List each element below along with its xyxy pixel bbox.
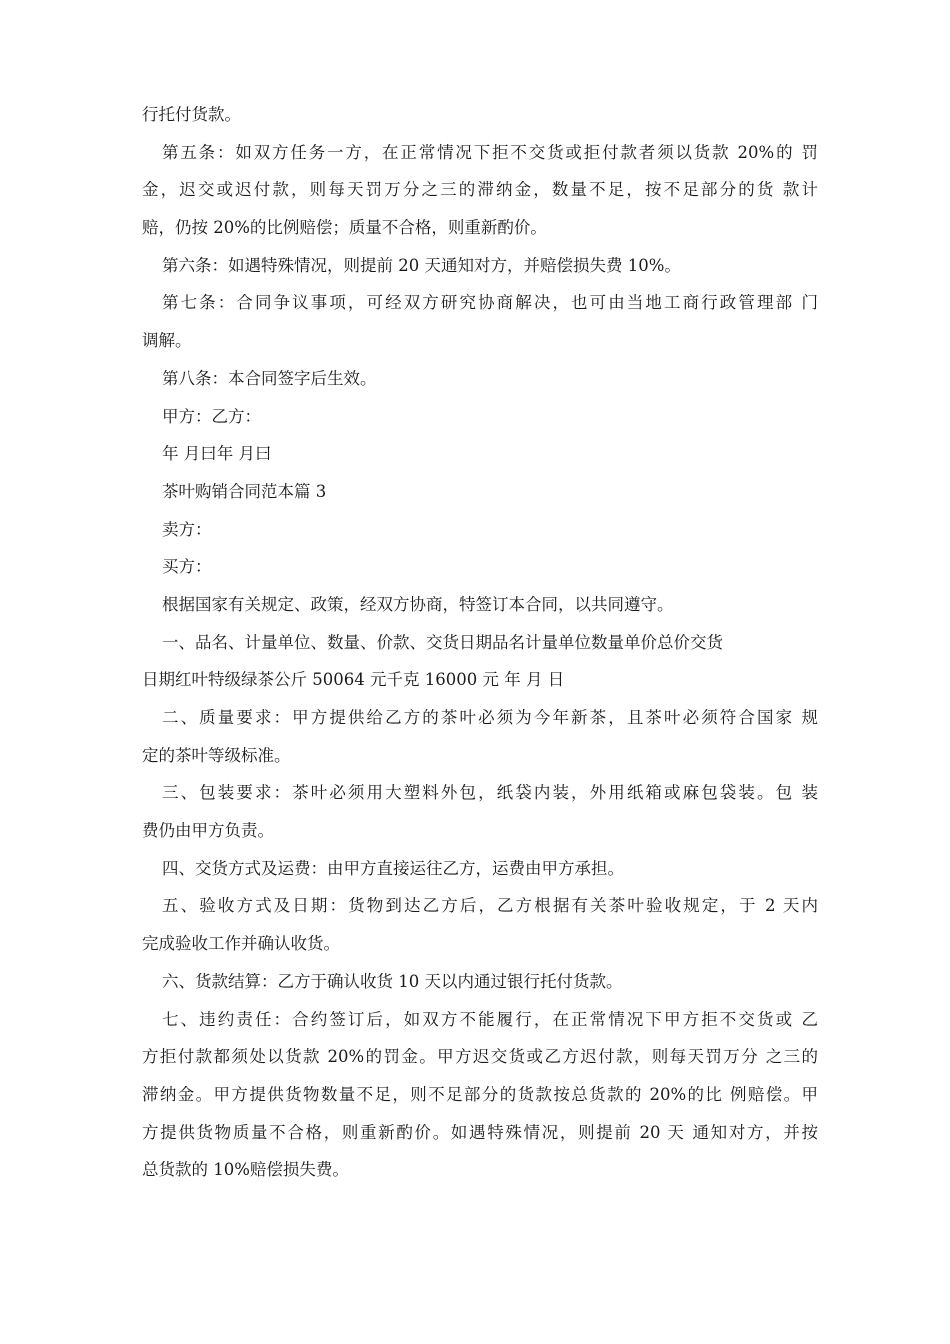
text-line: 调解。 [142, 331, 192, 351]
text-line: 三、包装要求：茶叶必须用大塑料外包，纸袋内装，外用纸箱或麻包袋装。包 装 [162, 783, 818, 803]
text-line: 七、违约责任：合约签订后，如双方不能履行，在正常情况下甲方拒不交货或 乙 [162, 1009, 818, 1029]
text-line: 年 月曰年 月曰 [162, 444, 272, 464]
text-line: 行托付货款。 [142, 105, 241, 124]
text-line: 日期红叶特级绿茶公斤 50064 元千克 16000 元 年 月 日 [142, 670, 565, 690]
text-line: 总货款的 10%赔偿损失费。 [142, 1160, 349, 1180]
text-line: 一、品名、计量单位、数量、价款、交货日期品名计量单位数量单价总价交货 [162, 632, 723, 652]
text-line: 定的茶叶等级标准。 [142, 745, 291, 765]
text-line: 第七条：合同争议事项，可经双方研究协商解决，也可由当地工商行政管理部 门 [162, 293, 818, 313]
text-line: 第八条：本合同签字后生效。 [162, 368, 377, 388]
text-line: 第六条：如遇特殊情况，则提前 20 天通知对方，并赔偿损失费 10%。 [162, 255, 681, 275]
text-line: 根据国家有关规定、政策，经双方协商，特签订本合同，以共同遵守。 [162, 594, 674, 614]
text-line: 六、货款结算：乙方于确认收货 10 天以内通过银行托付货款。 [162, 971, 623, 991]
text-line: 费仍由甲方负责。 [142, 821, 274, 841]
text-line: 四、交货方式及运费：由甲方直接运往乙方，运费由甲方承担。 [162, 858, 624, 878]
text-line: 金，迟交或迟付款，则每天罚万分之三的滞纳金，数量不足，按不足部分的货 款计 [142, 180, 818, 200]
text-line: 茶叶购销合同范本篇 3 [162, 481, 327, 501]
text-line: 五、验收方式及日期：货物到达乙方后，乙方根据有关茶叶验收规定，于 2 天内 [162, 896, 818, 916]
text-line: 滞纳金。甲方提供货物数量不足，则不足部分的货款按总货款的 20%的比 例赔偿。甲 [142, 1084, 818, 1104]
text-line: 二、质量要求：甲方提供给乙方的茶叶必须为今年新茶，且茶叶必须符合国家 规 [162, 708, 818, 727]
text-line: 方提供货物质量不合格，则重新酌价。如遇特殊情况，则提前 20 天 通知对方，并按 [142, 1122, 818, 1142]
document-page [142, 96, 818, 1189]
text-line: 甲方：乙方： [162, 406, 261, 426]
text-line: 赔，仍按 20%的比例赔偿；质量不合格，则重新酌价。 [142, 218, 547, 238]
text-line: 第五条：如双方任务一方，在正常情况下拒不交货或拒付款者须以货款 20%的 罚 [162, 142, 818, 162]
text-line: 方拒付款都须处以货款 20%的罚金。甲方迟交货或乙方迟付款，则每天罚万分 之三的 [142, 1047, 818, 1067]
text-line: 完成验收工作并确认收货。 [142, 934, 340, 954]
text-line: 买方： [162, 557, 212, 577]
text-line: 卖方： [162, 519, 212, 539]
